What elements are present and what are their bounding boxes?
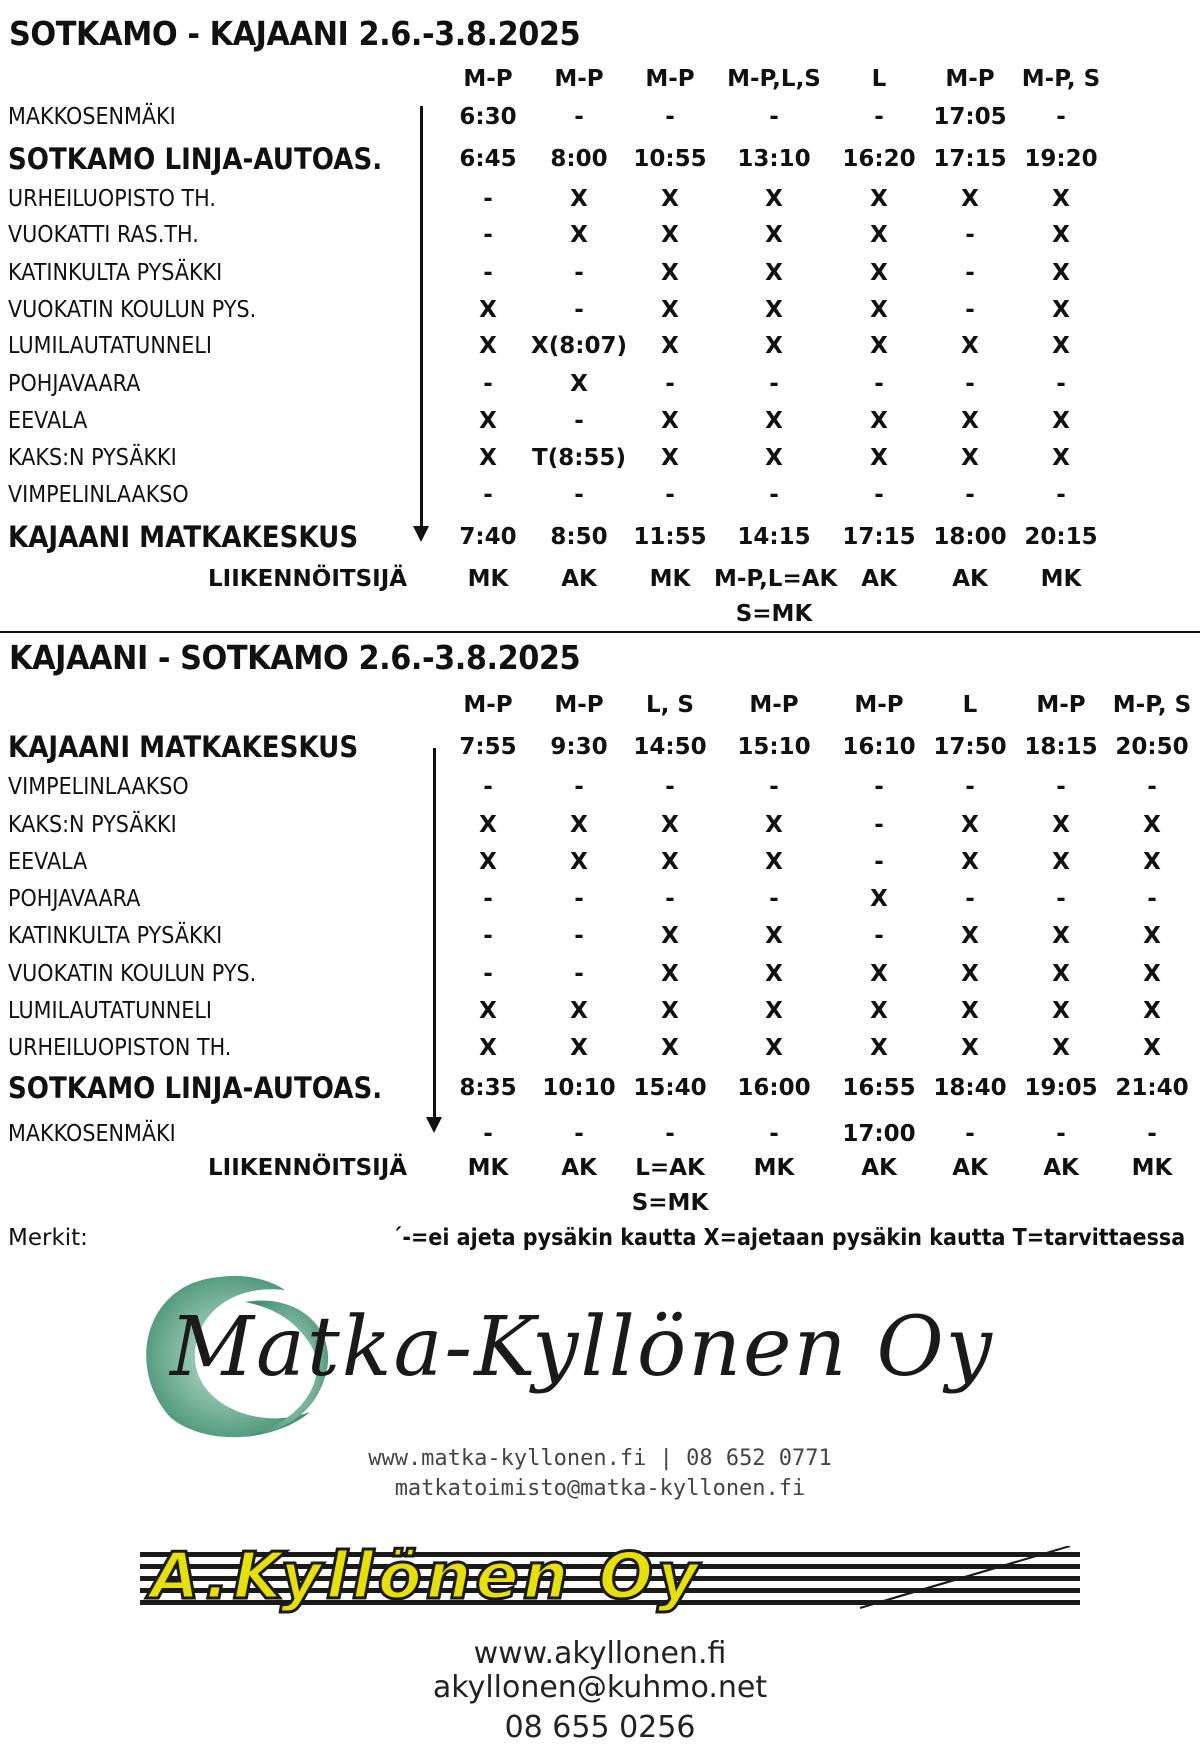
timetable-cell: 9:30 <box>550 734 608 760</box>
timetable-cell: - <box>874 812 884 838</box>
stop-name: POHJAVAARA <box>8 371 141 397</box>
timetable-cell: X <box>661 849 679 875</box>
timetable-cell: X <box>870 886 888 912</box>
timetable-cell: X <box>1052 998 1070 1024</box>
timetable-cell: - <box>665 371 675 397</box>
timetable-cell: - <box>1056 371 1066 397</box>
operator-cell: MK <box>1131 1155 1173 1181</box>
timetable-cell: - <box>1056 774 1066 800</box>
timetable-cell: X <box>479 408 497 434</box>
timetable-cell: - <box>965 371 975 397</box>
operator-cell: AK <box>1043 1155 1079 1181</box>
timetable-cell: - <box>483 961 493 987</box>
timetable-cell: - <box>769 1121 779 1147</box>
matka-kyllonen-web-phone: www.matka-kyllonen.fi | 08 652 0771 <box>368 1446 832 1471</box>
day-header: L, S <box>646 692 694 718</box>
direction-arrow-1 <box>420 106 423 526</box>
timetable-cell: 8:00 <box>550 146 608 172</box>
timetable-cell: X <box>1052 260 1070 286</box>
day-header: L <box>871 66 887 92</box>
timetable-cell: X <box>1143 998 1161 1024</box>
timetable-cell: - <box>874 371 884 397</box>
day-header: M-P <box>463 66 513 92</box>
timetable-cell: X <box>570 812 588 838</box>
timetable-cell: - <box>965 222 975 248</box>
timetable-cell: 15:40 <box>633 1075 707 1101</box>
timetable-cell: - <box>874 104 884 130</box>
timetable-cell: X <box>961 849 979 875</box>
timetable-cell: X <box>570 222 588 248</box>
timetable-cell: X <box>661 812 679 838</box>
timetable-cell: X <box>479 333 497 359</box>
day-header: M-P <box>1036 692 1086 718</box>
stop-name: EEVALA <box>8 849 88 875</box>
timetable-cell: 16:55 <box>842 1075 916 1101</box>
timetable-cell: 13:10 <box>737 146 811 172</box>
timetable-cell: X <box>1052 333 1070 359</box>
stop-name: LUMILAUTATUNNELI <box>8 998 213 1024</box>
timetable-cell: - <box>574 961 584 987</box>
day-header: M-P <box>463 692 513 718</box>
timetable-cell: - <box>574 297 584 323</box>
day-header: M-P <box>749 692 799 718</box>
timetable-cell: X <box>479 1035 497 1061</box>
day-header: M-P, S <box>1021 66 1101 92</box>
operator-cell: AK <box>861 566 897 592</box>
section2-title: KAJAANI - SOTKAMO 2.6.-3.8.2025 <box>9 638 581 677</box>
stop-name: URHEILUOPISTO TH. <box>8 186 216 212</box>
timetable-cell: 17:50 <box>933 734 1007 760</box>
timetable-cell: X <box>1143 849 1161 875</box>
timetable-cell: - <box>483 923 493 949</box>
timetable-cell: - <box>769 886 779 912</box>
timetable-cell: 15:10 <box>737 734 811 760</box>
day-header: M-P <box>854 692 904 718</box>
timetable-cell: X <box>1143 1035 1161 1061</box>
timetable-cell: X <box>961 333 979 359</box>
timetable-cell: 19:20 <box>1024 146 1098 172</box>
timetable-cell: X <box>1052 812 1070 838</box>
timetable-cell: X <box>1143 961 1161 987</box>
stop-name: KAKS:N PYSÄKKI <box>8 812 177 838</box>
timetable-cell: - <box>769 774 779 800</box>
operator-cell: M-P,L=AK <box>714 566 838 592</box>
day-header: M-P <box>554 66 604 92</box>
timetable-cell: X <box>961 961 979 987</box>
timetable-cell: X <box>661 408 679 434</box>
timetable-cell: - <box>574 482 584 508</box>
timetable-cell: X <box>570 371 588 397</box>
matka-kyllonen-logo-text: Matka-Kyllönen Oy <box>170 1300 995 1395</box>
timetable-cell: 6:45 <box>459 146 517 172</box>
timetable-cell: X <box>1052 961 1070 987</box>
timetable-cell: - <box>665 1121 675 1147</box>
timetable-cell: X <box>870 961 888 987</box>
timetable-cell: 10:55 <box>633 146 707 172</box>
section-divider <box>0 631 1200 633</box>
stop-name: MAKKOSENMÄKI <box>8 1121 176 1147</box>
timetable-cell: - <box>769 104 779 130</box>
timetable-cell: 17:00 <box>842 1121 916 1147</box>
timetable-cell: X <box>1052 408 1070 434</box>
timetable-cell: - <box>574 1121 584 1147</box>
timetable-cell: - <box>483 774 493 800</box>
timetable-cell: X <box>870 998 888 1024</box>
timetable-cell: - <box>483 1121 493 1147</box>
stop-name: KATINKULTA PYSÄKKI <box>8 923 223 949</box>
timetable-cell: 16:00 <box>737 1075 811 1101</box>
operator-cell: AK <box>861 1155 897 1181</box>
timetable-cell: X <box>1052 849 1070 875</box>
timetable-cell: 8:50 <box>550 524 608 550</box>
timetable-cell: X <box>765 923 783 949</box>
timetable-cell: - <box>483 260 493 286</box>
timetable-cell: X <box>961 408 979 434</box>
timetable-cell: - <box>665 482 675 508</box>
timetable-cell: X <box>661 923 679 949</box>
timetable-cell: X <box>765 1035 783 1061</box>
timetable-cell: 11:55 <box>633 524 707 550</box>
stop-name: KAKS:N PYSÄKKI <box>8 445 177 471</box>
operator-label: LIIKENNÖITSIJÄ <box>208 1155 408 1181</box>
timetable-cell: 17:05 <box>933 104 1007 130</box>
stop-name: POHJAVAARA <box>8 886 141 912</box>
timetable-cell: X <box>661 998 679 1024</box>
timetable-cell: X <box>661 445 679 471</box>
timetable-cell: - <box>483 222 493 248</box>
timetable-cell: - <box>965 260 975 286</box>
day-header: M-P <box>945 66 995 92</box>
timetable-cell: X <box>765 408 783 434</box>
timetable-cell: - <box>769 482 779 508</box>
day-header: L <box>962 692 978 718</box>
stop-name: URHEILUOPISTON TH. <box>8 1035 232 1061</box>
timetable-cell: - <box>965 774 975 800</box>
stop-name: VUOKATIN KOULUN PYS. <box>8 297 257 323</box>
direction-arrowhead-1 <box>413 526 429 542</box>
timetable-cell: X <box>661 186 679 212</box>
stop-name: KAJAANI MATKAKESKUS <box>8 730 359 764</box>
timetable-cell: X <box>661 961 679 987</box>
operator-cell: MK <box>1040 566 1082 592</box>
day-header: M-P <box>645 66 695 92</box>
timetable-cell: X <box>1052 445 1070 471</box>
day-header: M-P, S <box>1112 692 1192 718</box>
operator-cell-line2: S=MK <box>735 601 813 627</box>
timetable-cell: 8:35 <box>459 1075 517 1101</box>
timetable-cell: - <box>1056 886 1066 912</box>
day-header: M-P <box>554 692 604 718</box>
timetable-cell: X <box>765 186 783 212</box>
timetable-cell: 18:15 <box>1024 734 1098 760</box>
timetable-cell: - <box>965 482 975 508</box>
timetable-cell: - <box>574 260 584 286</box>
timetable-cell: - <box>1147 1121 1157 1147</box>
timetable-cell: - <box>1147 774 1157 800</box>
operator-cell: MK <box>467 1155 509 1181</box>
operator-cell: AK <box>952 566 988 592</box>
timetable-cell: X <box>479 998 497 1024</box>
operator-cell: AK <box>561 566 597 592</box>
operator-cell: MK <box>649 566 691 592</box>
operator-cell: L=AK <box>635 1155 705 1181</box>
timetable-cell: - <box>1056 1121 1066 1147</box>
timetable-cell: - <box>574 886 584 912</box>
timetable-cell: - <box>483 886 493 912</box>
timetable-cell: X <box>870 408 888 434</box>
timetable-cell: - <box>769 371 779 397</box>
timetable-cell: X <box>1052 1035 1070 1061</box>
matka-kyllonen-email: matkatoimisto@matka-kyllonen.fi <box>394 1476 806 1501</box>
timetable-cell: X <box>1143 812 1161 838</box>
timetable-cell: X <box>870 260 888 286</box>
timetable-cell: 16:20 <box>842 146 916 172</box>
timetable-cell: X <box>570 1035 588 1061</box>
timetable-cell: X <box>961 186 979 212</box>
timetable-cell: 14:50 <box>633 734 707 760</box>
timetable-cell: - <box>483 186 493 212</box>
timetable-cell: X <box>765 445 783 471</box>
timetable-cell: X <box>479 297 497 323</box>
legend-label: Merkit: <box>8 1225 88 1251</box>
timetable-cell: X <box>870 186 888 212</box>
operator-cell: AK <box>952 1155 988 1181</box>
timetable-cell: X <box>661 1035 679 1061</box>
direction-arrowhead-2 <box>426 1117 442 1133</box>
timetable-cell: X <box>765 812 783 838</box>
stop-name: KATINKULTA PYSÄKKI <box>8 260 223 286</box>
akyllonen-phone: 08 655 0256 <box>504 1710 696 1745</box>
timetable-cell: X <box>570 998 588 1024</box>
timetable-cell: X <box>961 923 979 949</box>
timetable-cell: X <box>765 222 783 248</box>
timetable-cell: X <box>1052 923 1070 949</box>
timetable-cell: 10:10 <box>542 1075 616 1101</box>
timetable-cell: - <box>965 886 975 912</box>
stop-name: LUMILAUTATUNNELI <box>8 333 213 359</box>
timetable-cell: X <box>479 812 497 838</box>
timetable-cell: X <box>870 222 888 248</box>
stop-name: VIMPELINLAAKSO <box>8 774 189 800</box>
timetable-cell: X <box>570 186 588 212</box>
day-header: M-P,L,S <box>727 66 821 92</box>
stop-name: VUOKATTI RAS.TH. <box>8 222 199 248</box>
operator-cell: MK <box>467 566 509 592</box>
stop-name: SOTKAMO LINJA-AUTOAS. <box>8 142 383 176</box>
timetable-cell: - <box>483 371 493 397</box>
timetable-cell: 6:30 <box>459 104 517 130</box>
timetable-cell: X <box>765 297 783 323</box>
timetable-cell: 19:05 <box>1024 1075 1098 1101</box>
stop-name: KAJAANI MATKAKESKUS <box>8 520 359 554</box>
akyllonen-web: www.akyllonen.fi <box>473 1636 727 1671</box>
operator-label: LIIKENNÖITSIJÄ <box>208 566 408 592</box>
timetable-cell: - <box>965 297 975 323</box>
timetable-cell: X <box>765 998 783 1024</box>
timetable-cell: - <box>574 408 584 434</box>
timetable-cell: X <box>1052 222 1070 248</box>
timetable-cell: X <box>479 445 497 471</box>
timetable-cell: X <box>765 260 783 286</box>
timetable-cell: X <box>870 297 888 323</box>
timetable-cell: 7:40 <box>459 524 517 550</box>
akyllonen-email: akyllonen@kuhmo.net <box>432 1670 768 1705</box>
timetable-cell: X <box>870 333 888 359</box>
timetable-cell: - <box>665 104 675 130</box>
timetable-cell: - <box>574 104 584 130</box>
timetable-cell: - <box>574 923 584 949</box>
timetable-cell: - <box>574 774 584 800</box>
timetable-cell: X <box>570 849 588 875</box>
timetable-cell: 17:15 <box>842 524 916 550</box>
timetable-cell: X <box>765 333 783 359</box>
timetable-cell: 17:15 <box>933 146 1007 172</box>
timetable-cell: X <box>765 849 783 875</box>
stop-name: VIMPELINLAAKSO <box>8 482 189 508</box>
stop-name: SOTKAMO LINJA-AUTOAS. <box>8 1071 383 1105</box>
timetable-cell: 20:50 <box>1115 734 1189 760</box>
operator-cell-line2: S=MK <box>631 1190 709 1216</box>
timetable-cell: X <box>479 849 497 875</box>
legend-text: ´-=ei ajeta pysäkin kautta X=ajetaan pysäkin kautta T=tarvittaessa <box>392 1225 1186 1251</box>
timetable-cell: 20:15 <box>1024 524 1098 550</box>
timetable-cell: - <box>1147 886 1157 912</box>
operator-cell: MK <box>753 1155 795 1181</box>
timetable-cell: X <box>661 260 679 286</box>
timetable-cell: 18:40 <box>933 1075 1007 1101</box>
timetable-cell: 7:55 <box>459 734 517 760</box>
timetable-cell: - <box>1056 482 1066 508</box>
timetable-cell: X <box>1052 297 1070 323</box>
timetable-cell: - <box>965 1121 975 1147</box>
timetable-cell: X <box>961 812 979 838</box>
timetable-cell: X(8:07) <box>531 333 627 359</box>
timetable-cell: - <box>874 923 884 949</box>
timetable-cell: - <box>874 774 884 800</box>
timetable-cell: - <box>874 482 884 508</box>
timetable-cell: X <box>961 445 979 471</box>
timetable-cell: 18:00 <box>933 524 1007 550</box>
timetable-cell: X <box>961 998 979 1024</box>
timetable-cell: X <box>870 1035 888 1061</box>
timetable-cell: X <box>661 297 679 323</box>
timetable-cell: X <box>1052 186 1070 212</box>
operator-cell: AK <box>561 1155 597 1181</box>
stop-name: MAKKOSENMÄKI <box>8 104 176 130</box>
timetable-cell: - <box>874 849 884 875</box>
timetable-cell: X <box>661 222 679 248</box>
timetable-cell: X <box>870 445 888 471</box>
timetable-cell: T(8:55) <box>532 445 626 471</box>
timetable-cell: - <box>665 774 675 800</box>
stop-name: VUOKATIN KOULUN PYS. <box>8 961 257 987</box>
stop-name: EEVALA <box>8 408 88 434</box>
direction-arrow-2 <box>433 748 436 1118</box>
timetable-cell: X <box>765 961 783 987</box>
akyllonen-logo-text: A.Kyllönen Oy <box>150 1540 703 1614</box>
timetable-cell: 21:40 <box>1115 1075 1189 1101</box>
timetable-cell: - <box>483 482 493 508</box>
timetable-cell: - <box>1056 104 1066 130</box>
timetable-cell: - <box>665 886 675 912</box>
timetable-cell: 16:10 <box>842 734 916 760</box>
timetable-cell: X <box>661 333 679 359</box>
timetable-cell: X <box>961 1035 979 1061</box>
timetable-cell: 14:15 <box>737 524 811 550</box>
timetable-cell: X <box>1143 923 1161 949</box>
section1-title: SOTKAMO - KAJAANI 2.6.-3.8.2025 <box>9 14 581 53</box>
